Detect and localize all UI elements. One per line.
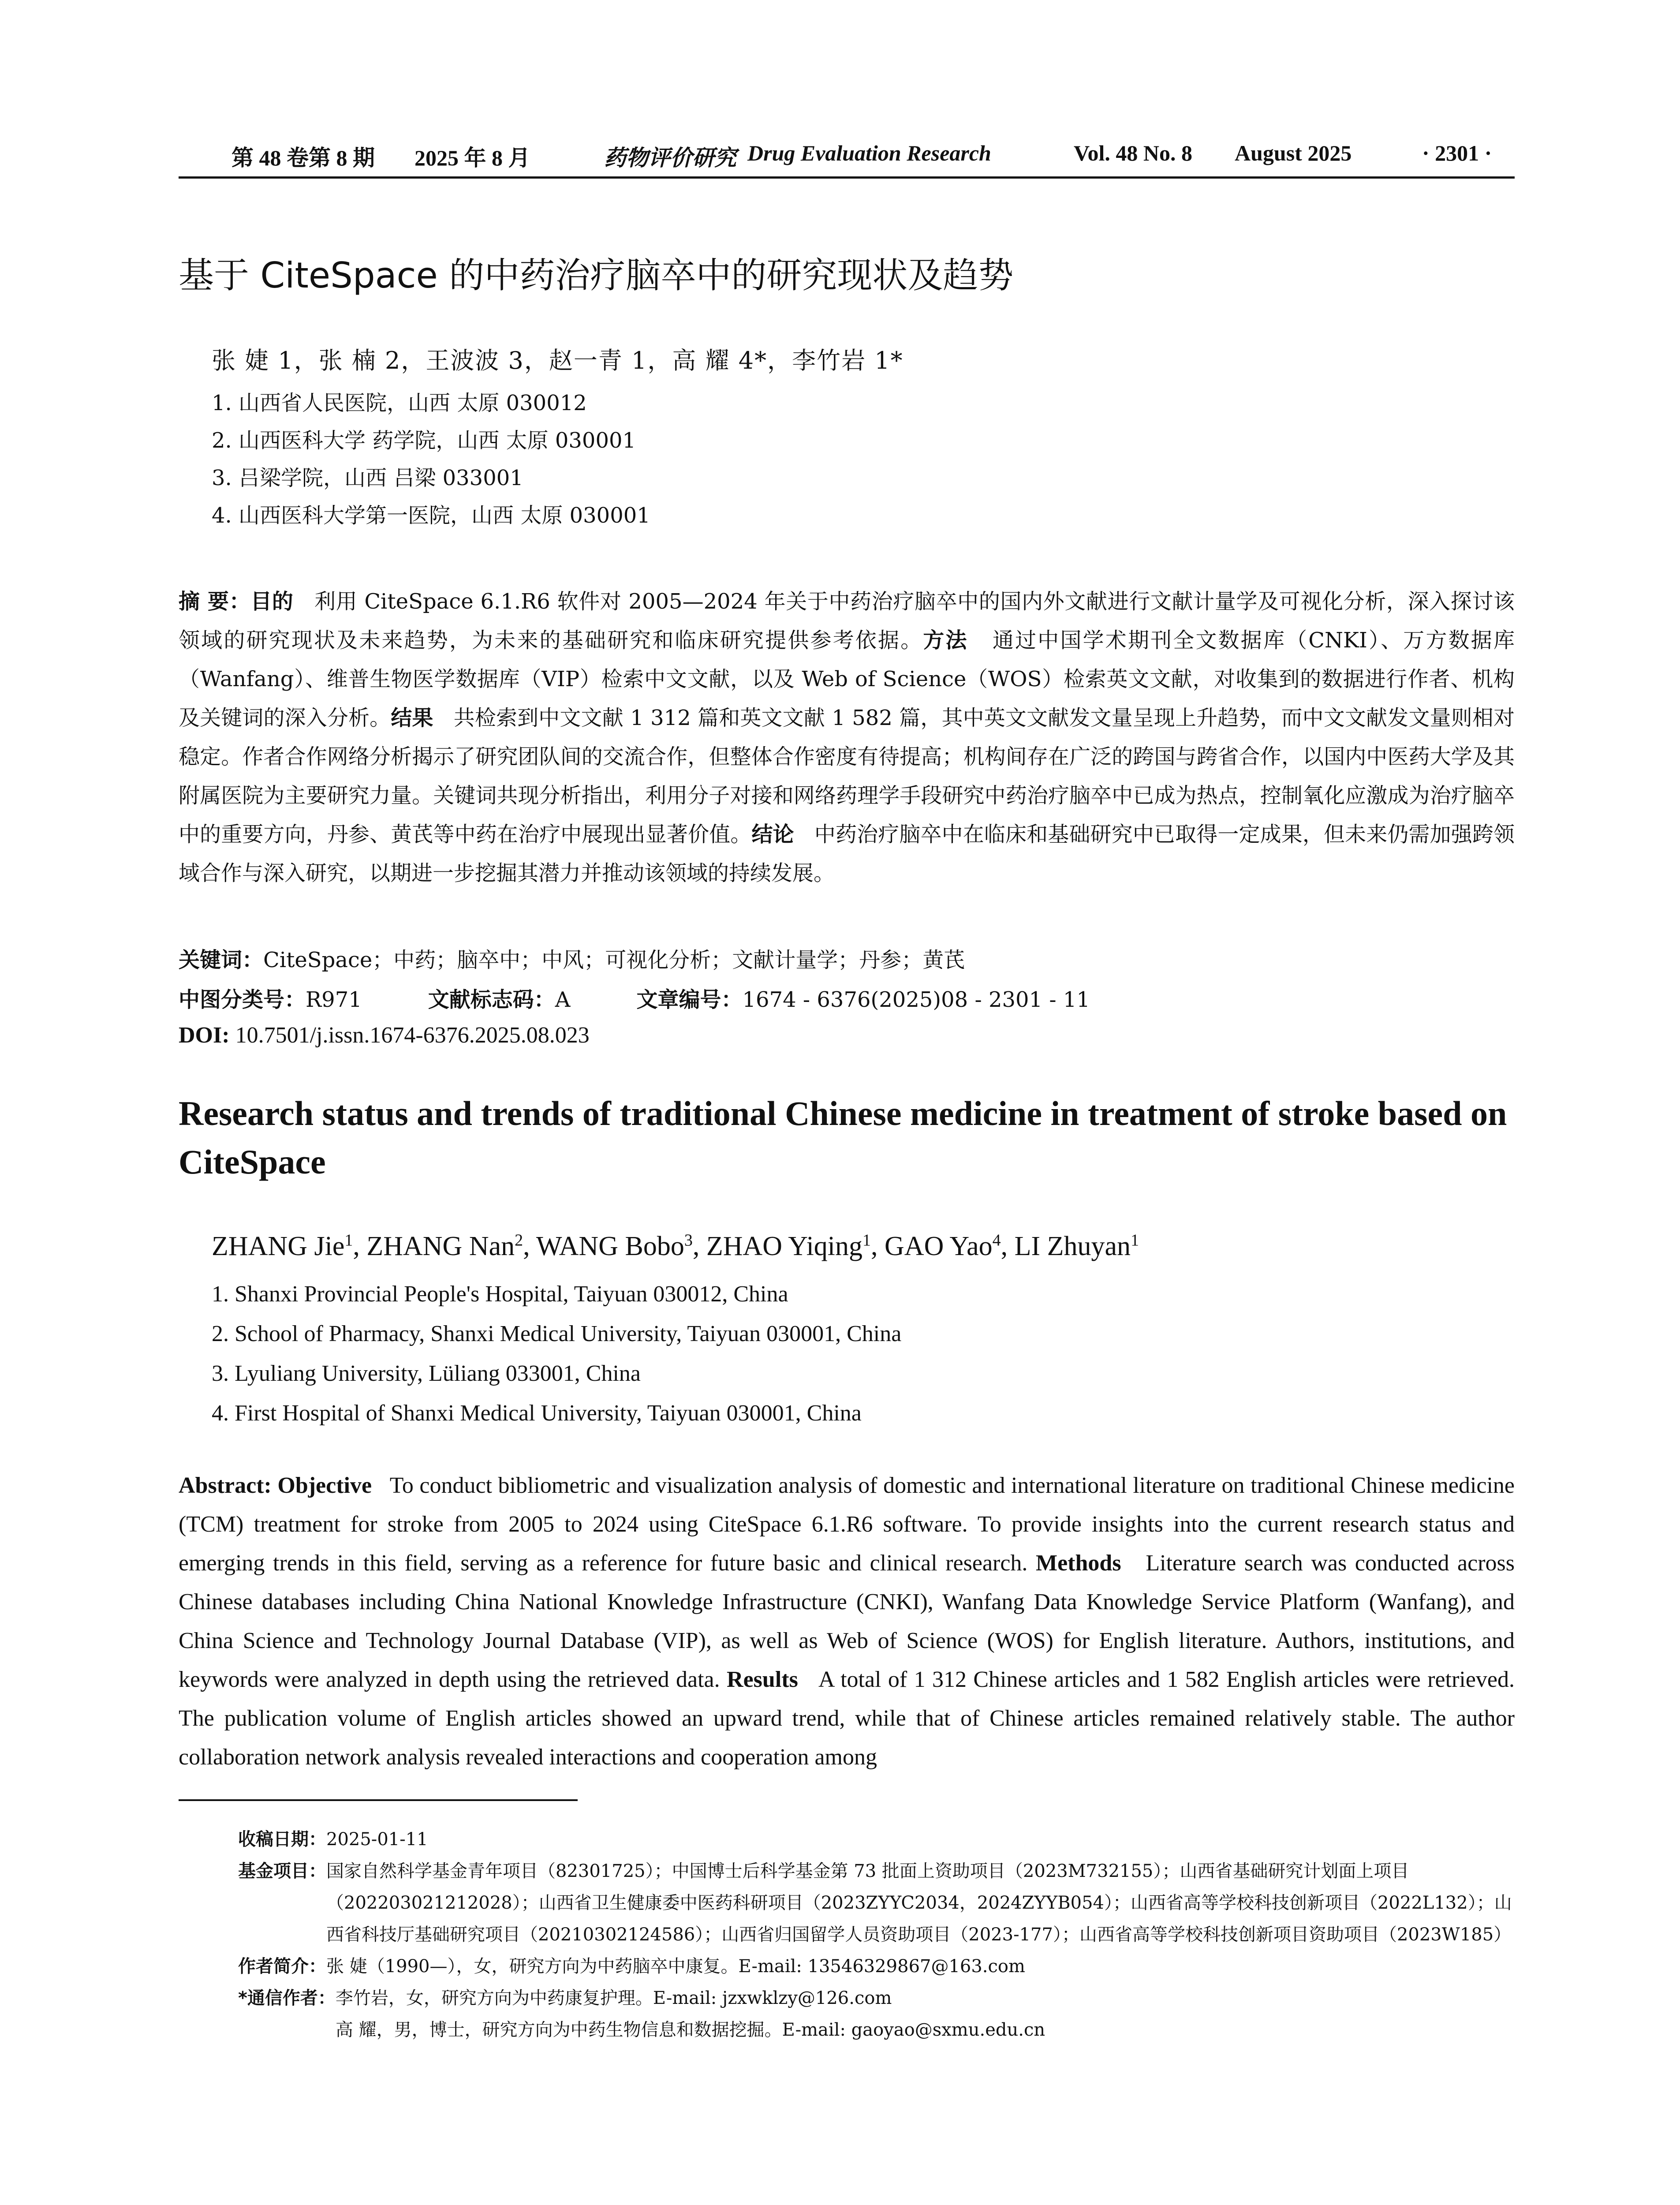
volume-en: Vol. 48 No. 8 bbox=[1074, 141, 1193, 165]
results-cn: 共检索到中文文献 1 312 篇和英文文献 1 582 篇，其中英文文献发文量呈现上升趋势，而中文文献发文量则相对稳定。作者合作网络分析揭示了研究团队间的交流合作，但整体合作密度有待提高；机构间存在广泛的跨国与跨省合作，以国内中医药大学及其附属医院为主要研究力量。关键词共现分析指出，利用分子对接和网络药理学手段研究中药治疗脑卒中已成为热点，控制氧化应激成为治疗脑卒中的重要方向，丹参、黄芪等中药在治疗中展现出显著价值。 bbox=[179, 706, 1515, 847]
header-rule bbox=[179, 176, 1515, 179]
journal-logo-cn: 药物评价研究 bbox=[604, 146, 736, 170]
author-en: ZHANG Jie$^1$ bbox=[212, 1231, 353, 1261]
doc-code-label: 文献标志码： bbox=[428, 987, 555, 1012]
clc-value: R971 bbox=[306, 987, 362, 1012]
fund-label: 基金项目： bbox=[238, 1861, 326, 1881]
methods-label-en: Methods bbox=[1036, 1551, 1121, 1576]
affiliation-en-4: 4. First Hospital of Shanxi Medical University, Taiyuan 030001, China bbox=[212, 1401, 862, 1426]
page-number: · 2301 · bbox=[1422, 141, 1492, 165]
author-en: ZHAO Yiqing$^1$ bbox=[706, 1231, 871, 1261]
affiliation-cn-1: 1. 山西省人民医院，山西 太原 030012 bbox=[212, 391, 587, 415]
received-value: 2025-01-11 bbox=[326, 1829, 428, 1850]
author-bio-value: 张 婕（1990—），女，研究方向为中药脑卒中康复。E-mail: 13546329867@163.com bbox=[326, 1956, 1025, 1977]
author-affiliation-sup: 1 bbox=[344, 1231, 353, 1249]
author-affiliation-sup: 3 bbox=[684, 1231, 693, 1249]
affiliation-en-2: 2. School of Pharmacy, Shanxi Medical University, Taiyuan 030001, China bbox=[212, 1321, 902, 1346]
corresponding-author-2: 高 耀，男，博士，研究方向为中药生物信息和数据挖掘。E-mail: gaoyao@sxmu.edu.cn bbox=[335, 2020, 1045, 2040]
author-en: GAO Yao$^4$ bbox=[885, 1231, 1001, 1261]
corresponding-row bbox=[238, 1982, 1515, 2014]
author-bio-row bbox=[238, 1951, 1515, 1982]
affiliation-cn-2: 2. 山西医科大学 药学院，山西 太原 030001 bbox=[212, 428, 636, 453]
authors-en: ZHANG Jie$^1$, ZHANG Nan$^2$, WANG Bobo$^3$, ZHAO Yiqing$^1$, GAO Yao$^4$, LI Zhuyan$^1$ bbox=[212, 1231, 1139, 1261]
results-label-cn: 结果 bbox=[391, 706, 433, 730]
footnotes bbox=[238, 1824, 1515, 2046]
conclusion-cn: 中药治疗脑卒中在临床和基础研究中已取得一定成果，但未来仍需加强跨领域合作与深入研究，以期进一步挖掘其潜力并推动该领域的持续发展。 bbox=[179, 822, 1515, 886]
running-header bbox=[179, 140, 1515, 176]
doc-code-value: A bbox=[555, 987, 571, 1012]
received-label: 收稿日期： bbox=[238, 1829, 326, 1850]
abstract-en bbox=[179, 1466, 1515, 1777]
results-label-en: Results bbox=[727, 1667, 798, 1692]
clc-label: 中图分类号： bbox=[179, 987, 306, 1012]
results-en: A total of 1 312 Chinese articles and 1 582 English articles were retrieved. The publication volume of English articles showed an upward trend, while that of Chinese articles remained relatively stable. The author collaboration network analysis revealed interactions and cooperation among bbox=[179, 1667, 1515, 1770]
conclusion-label-cn: 结论 bbox=[751, 822, 794, 847]
doi-line bbox=[179, 1022, 590, 1048]
author-en: WANG Bobo$^3$ bbox=[536, 1231, 693, 1261]
author-bio-label: 作者简介： bbox=[238, 1956, 326, 1977]
methods-en: Literature search was conducted across Chinese databases including China National Knowledge Infrastructure (CNKI), Wanfang Data Knowledge Service Platform (Wanfang), and China Science and Technology Journal Database (VIP), as well as Web of Science (WOS) for English literature. Authors, institutions, and keywords were analyzed in depth using the retrieved data. bbox=[179, 1551, 1515, 1692]
corresponding-author-1: 李竹岩，女，研究方向为中药康复护理。E-mail: jzxwklzy@126.com bbox=[335, 1988, 892, 2008]
keywords-cn bbox=[179, 943, 965, 973]
affiliation-cn-3: 3. 吕梁学院，山西 吕梁 033001 bbox=[212, 466, 523, 490]
issue-cn: 第 48 卷第 8 期 bbox=[231, 146, 375, 170]
objective-en: To conduct bibliometric and visualization analysis of domestic and international literature on traditional Chinese medicine (TCM) treatment for stroke from 2005 to 2024 using CiteSpace 6.1.R6 software. To provide insights into the current research status and emerging trends in this field, serving as a reference for future basic and clinical research. bbox=[179, 1473, 1515, 1576]
abstract-cn bbox=[179, 582, 1515, 893]
classification-line bbox=[179, 983, 1090, 1013]
title-en: Research status and trends of traditional Chinese medicine in treatment of stroke based on CiteSpace bbox=[179, 1094, 1507, 1181]
abstract-label-cn: 摘 要： bbox=[179, 589, 251, 614]
corresponding-label: *通信作者： bbox=[238, 1988, 336, 2008]
author-affiliation-sup: 4 bbox=[992, 1231, 1001, 1249]
methods-cn: 通过中国学术期刊全文数据库（CNKI）、万方数据库（Wanfang）、维普生物医学数据库（VIP）检索中文文献，以及 Web of Science（WOS）检索英文文献，对收集到的数据进行作者、机构及关键词的深入分析。 bbox=[179, 628, 1515, 730]
authors-cn: 张 婕 1，张 楠 2，王波波 3，赵一青 1，高 耀 4*，李竹岩 1* bbox=[212, 347, 903, 374]
title-cn: 基于 CiteSpace 的中药治疗脑卒中的研究现状及趋势 bbox=[179, 255, 1014, 296]
author-affiliation-sup: 2 bbox=[515, 1231, 523, 1249]
corresponding-row-2 bbox=[238, 2014, 1515, 2046]
author-en: LI Zhuyan$^1$ bbox=[1014, 1231, 1139, 1261]
doi-label: DOI: bbox=[179, 1023, 230, 1048]
author-affiliation-sup: 1 bbox=[862, 1231, 871, 1249]
keywords-label-cn: 关键词： bbox=[179, 948, 264, 972]
date-cn: 2025 年 8 月 bbox=[414, 146, 530, 170]
abstract-label-en: Abstract: Objective bbox=[179, 1473, 372, 1498]
affiliation-cn-4: 4. 山西医科大学第一医院，山西 太原 030001 bbox=[212, 503, 650, 528]
objective-cn: 利用 CiteSpace 6.1.R6 软件对 2005—2024 年关于中药治疗脑卒中的国内外文献进行文献计量学及可视化分析，深入探讨该领域的研究现状及未来趋势，为未来的基础研究和临床研究提供参考依据。 bbox=[179, 589, 1515, 653]
received-row bbox=[238, 1824, 1515, 1855]
author-affiliation-sup: 1 bbox=[1131, 1231, 1139, 1249]
footnote-rule bbox=[179, 1799, 578, 1801]
methods-label-cn: 方法 bbox=[923, 628, 968, 653]
doi-value: 10.7501/j.issn.1674-6376.2025.08.023 bbox=[235, 1023, 590, 1048]
objective-label-cn: 目的 bbox=[250, 589, 294, 614]
fund-row bbox=[238, 1855, 1515, 1951]
fund-value: 国家自然科学基金青年项目（82301725）；中国博士后科学基金第 73 批面上资助项目（2023M732155）；山西省基础研究计划面上项目（202203021212028）；山西省卫生健康委中医药科研项目（2023ZYYC2034，2024ZYYB054）；山西省高等学校科技创新项目（2022L132）；山西省科技厅基础研究项目（20210302124586）；山西省归国留学人员资助项目（2023-177）；山西省高等学校科技创新项目资助项目（2023W185） bbox=[326, 1861, 1512, 1945]
article-no-value: 1674 - 6376(2025)08 - 2301 - 11 bbox=[742, 987, 1090, 1012]
date-en: August 2025 bbox=[1235, 141, 1352, 165]
article-no-label: 文章编号： bbox=[636, 987, 743, 1012]
affiliation-en-1: 1. Shanxi Provincial People's Hospital, Taiyuan 030012, China bbox=[212, 1282, 788, 1307]
affiliation-en-3: 3. Lyuliang University, Lüliang 033001, China bbox=[212, 1361, 641, 1386]
author-en: ZHANG Nan$^2$ bbox=[366, 1231, 523, 1261]
keywords-value-cn: CiteSpace；中药；脑卒中；中风；可视化分析；文献计量学；丹参；黄芪 bbox=[263, 948, 965, 972]
journal-name-en: Drug Evaluation Research bbox=[747, 141, 991, 165]
